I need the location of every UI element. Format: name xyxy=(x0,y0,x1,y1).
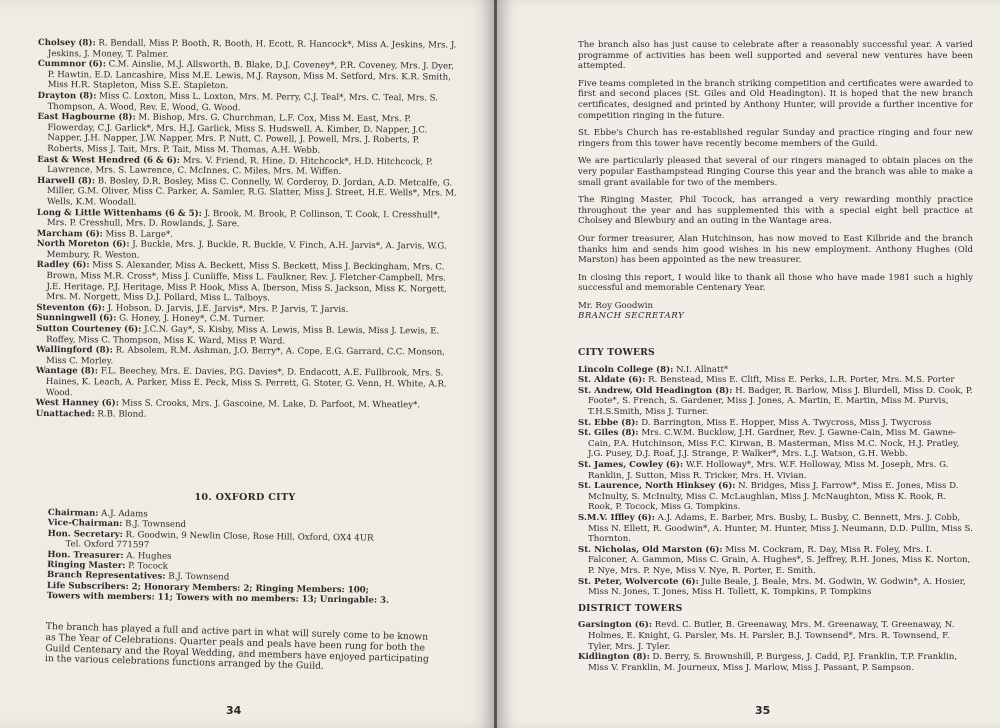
tower-members: Mrs. C.W.M. Bucklow, J.H. Gardner, Rev. J. Gawne-Cain, Miss M. Gawne-Cain, P.A. Hutchinson, Miss F.C. Kirwan, B. Masterman, Miss M.C. Nock, H.J. Pratley, J.G. Pusey, D.J. Roaf, J.J. Strange, P. Walker*, Mrs. L.J. Watson, G.H. Webb. xyxy=(588,428,960,460)
tower-name: Sutton Courteney (6): xyxy=(36,324,142,335)
tower-members: J.C.N. Gay*, S. Kisby, Miss A. Lewis, Miss B. Lewis, Miss J. Lewis, E. Roffey, Miss C. Thompson, Miss K. Ward, Miss P. Ward. xyxy=(46,324,440,347)
district-towers-list xyxy=(578,620,973,673)
tower-members: Julie Beale, J. Beale, Mrs. M. Godwin, W. Godwin*, A. Hosier, Miss N. Jones, T. Jones, Miss H. Tollett, K. Tompkins, P. Tompkins xyxy=(588,576,966,598)
tower-members: C.M. Ainslie, M.J. Allsworth, B. Blake, D.J. Coveney*, P.R. Coveney, Mrs. J. Dyer, P. Hawtin, E.D. Lancashire, Miss M.E. Lewis, M.J. Rayson, Miss M. Setford, Mrs. K.R. Smith, Miss H.R. Stapleton, Miss S.E. Stapleton. xyxy=(47,59,454,92)
district-towers-heading: DISTRICT TOWERS xyxy=(578,602,683,614)
tower-members: Miss B. Large*. xyxy=(105,229,174,240)
tower-members: N.I. Allnatt* xyxy=(676,364,729,375)
tower-members: Mrs. V. Friend, R. Hine, D. Hitchcock*, H.D. Hitchcock, P. Lawrence, Mrs. S. Lawrence, C. McInnes, C. Miles, Mrs. M. Wiffen. xyxy=(47,155,433,177)
officer-value: B.J. Townsend xyxy=(125,519,187,531)
tower-entry xyxy=(36,324,456,348)
tower-name: East & West Hendred (6 & 6): xyxy=(37,154,181,166)
officer-value: A.J. Adams xyxy=(101,508,148,520)
tower-name: Wallingford (8): xyxy=(36,345,113,356)
tower-members: G. Honey, J. Honey*, C.M. Turner. xyxy=(119,313,266,325)
intro-paragraph: The branch has played a full and active part in what will surely come to be known as The Year of Celebrations. Quarter peals and peals have been rung for both the Guild Centenary and the Royal Wedding, and members have enjoyed participating in the various celebrations functions arranged by the Guild. xyxy=(44,621,429,673)
tower-members: Miss S. Alexander, Miss A. Beckett, Miss S. Beckett, Miss J. Beckingham, Mrs. C. Brown, Miss M.R. Cross*, Miss J. Cunliffe, Miss L. Faulkner, Rev. J. Fletcher-Campbell, Mrs. J.E. Heritage, P.J. Heritage, Miss P. Hook, Miss A. Iberson, Miss S. Jackson, Miss K. Norgett, Mrs. M. Norgett, Miss D.J. Pollard, Miss L. Talboys. xyxy=(46,260,447,304)
tower-entry xyxy=(36,260,456,305)
stats-line-2: Towers with members: 11; Towers with no members: 13; Unringable: 3. xyxy=(46,591,390,607)
tower-members: Miss C. Loxton, Miss L. Loxton, Mrs. M. Perry, C.J. Teal*, Mrs. C. Teal, Mrs. S. Thompson, A. Wood, Rev. E. Wood, G. Wood. xyxy=(47,91,439,113)
tower-entry xyxy=(578,460,973,481)
tower-members: Miss M. Cockram, R. Day, Miss R. Foley, Mrs. I. Falconer, A. Gammon, Miss C. Grain, A. Hughes*, S. Jeffrey, R.H. Jones, Miss K. Norton, P. Nye, Mrs. P. Nye, Miss V. Nye, R. Porter, E. Smith. xyxy=(588,544,971,576)
tower-members: W.F. Holloway*, Mrs. W.F. Holloway, Miss M. Joseph, Mrs. G. Ranklin, J. Sutton, Miss R. Tricker, Mrs. H. Vivian. xyxy=(588,460,949,481)
tower-members: F.L. Beechey, Mrs. E. Davies, P.G. Davies*, D. Endacott, A.E. Fullbrook, Mrs. S. Haines, K. Leach, A. Parker, Miss E. Peck, Miss S. Perrett, G. Stoter, G. Venn, H. White, A.R. Wood. xyxy=(45,366,447,398)
tower-members: H. Badger, R. Barlow, Miss J. Blurdell, Miss D. Cook, P. Foote*, S. French, S. Gardener, Miss J. Jones, A. Martin, E. Martin, Miss M. Purvis, T.H.S.Smith, Miss J. Turner. xyxy=(588,385,973,418)
tower-entry xyxy=(578,620,973,652)
report-paragraph: Five teams completed in the branch striking competition and certificates were awarded to first and second places (St. Giles and Old Headington). It is hoped that the new branch certificates, designed and printed by Anthony Hunter, will provide a further incentive for competition ringing in the future. xyxy=(578,78,973,121)
tower-entry xyxy=(38,38,458,62)
tower-entry xyxy=(37,207,457,231)
section-title: 10. OXFORD CITY xyxy=(194,492,296,503)
tower-name: Kidlington (8): xyxy=(578,652,650,663)
tower-name: Garsington (6): xyxy=(578,620,653,631)
tower-name: St. Ebbe (8): xyxy=(578,417,639,428)
tower-entry xyxy=(37,155,457,179)
tower-entry xyxy=(578,577,973,598)
officer-role: Branch Representatives: xyxy=(46,570,166,583)
page-number-left: 34 xyxy=(226,704,242,717)
tower-name: East Hagbourne (8): xyxy=(37,112,136,123)
right-page xyxy=(497,0,1000,728)
report-paragraph: We are particularly pleased that several of our ringers managed to obtain places on the very popular Easthampstead Ringing Course this year and the branch was able to make a small grant available for two of the members. xyxy=(578,156,973,188)
tower-members: R. Benstead, Miss E. Clift, Miss E. Perks, L.R. Porter, Mrs. M.S. Porter xyxy=(648,375,955,386)
officer-value: P. Tocock xyxy=(128,561,168,572)
tower-entry xyxy=(578,428,973,460)
tower-name: Lincoln College (8): xyxy=(578,364,674,375)
officer-role: Hon. Treasurer: xyxy=(47,549,124,561)
tower-members: N. Bridges, Miss J. Farrow*, Miss E. Jones, Miss D. McInulty, S. McInulty, Miss C. McLaughlan, Miss J. McNaughton, Miss K. Rook, R. Rook, P. Tocock, Miss G. Tompkins. xyxy=(588,481,959,513)
tower-entry xyxy=(37,176,457,210)
tower-name: Cholsey (8): xyxy=(37,38,96,49)
tower-entry xyxy=(578,386,973,418)
report-paragraphs xyxy=(578,40,973,294)
tower-name: St. Peter, Wolvercote (6): xyxy=(578,576,699,587)
tower-entry xyxy=(578,481,973,513)
tower-members: B. Bosley, D.R. Bosley, Miss C. Connelly, W. Corderoy, D. Jordan, A.D. Metcalfe, G. Miller, G.M. Oliver, Miss C. Parker, A. Samler, R.G. Slatter, Miss J. Street, H.E. Wells*, Mrs. M. Wells, K.M. Woodall. xyxy=(46,176,457,208)
tower-members: J. Brook, M. Brook, P. Collinson, T. Cook, I. Cresshull*, Mrs. P. Cresshull, Mrs. D. Rowlands, J. Sare. xyxy=(46,208,441,230)
city-towers-list xyxy=(578,365,973,598)
tower-name: St. Andrew, Old Headington (8): xyxy=(578,385,733,396)
officer-value: R. Goodwin, 9 Newlin Close, Rose Hill, Oxford, OX4 4UR xyxy=(125,529,374,544)
tower-name: Unattached: xyxy=(35,408,95,420)
page-number-right: 35 xyxy=(755,704,771,717)
tower-entry xyxy=(36,366,456,400)
tower-members: J. Buckle, Mrs. J. Buckle, R. Buckle, V. Finch, A.H. Jarvis*, A. Jarvis, W.G. Membury, R. Weston. xyxy=(46,239,447,261)
tower-name: Long & Little Wittenhams (6 & 5): xyxy=(36,207,202,219)
tower-name: Wantage (8): xyxy=(35,366,99,377)
tower-members: R. Bendall, Miss P. Booth, R. Booth, H. Ecott, R. Hancock*, Miss A. Jeskins, Mrs. J. Jeskins, J. Money, T. Palmer. xyxy=(47,38,457,60)
officer-role: Vice-Chairman: xyxy=(47,518,123,530)
officer-role: Ringing Master: xyxy=(47,560,126,572)
stats-line-1: Life Subscribers: 2; Honorary Members: 2; Ringing Members: 100; xyxy=(46,580,369,596)
tower-entry xyxy=(578,375,973,386)
tower-name: Marcham (6): xyxy=(36,228,103,240)
tower-entry xyxy=(578,545,973,577)
tower-entry xyxy=(578,652,973,673)
signature-block xyxy=(578,301,973,322)
tower-name: Drayton (8): xyxy=(37,90,97,102)
signatory-name: Mr. Roy Goodwin xyxy=(578,300,654,311)
tower-entry xyxy=(578,513,973,545)
tower-name: St. James, Cowley (6): xyxy=(578,460,684,470)
report-paragraph: In closing this report, I would like to thank all those who have made 1981 such a highly successful and memorable Centenary Year. xyxy=(578,272,973,294)
tower-name: West Hanney (6): xyxy=(35,398,119,409)
left-page xyxy=(0,0,494,728)
tower-members: Miss S. Crooks, Mrs. J. Gascoine, M. Lake, D. Parfoot, M. Wheatley*. xyxy=(121,398,421,411)
officer-role: Chairman: xyxy=(47,508,99,519)
tower-entry xyxy=(578,418,973,429)
tower-name: St. Nicholas, Old Marston (6): xyxy=(578,544,723,555)
member-list-left xyxy=(36,38,458,422)
tower-entry xyxy=(578,365,973,376)
branch-officers xyxy=(47,508,438,607)
tower-entry xyxy=(38,91,458,115)
report-paragraph: The branch also has just cause to celebrate after a reasonably successful year. A varied programme of activities has been well supported and several new ventures have been attempted. xyxy=(578,40,973,72)
report-paragraph: Our former treasurer, Alan Hutchinson, has now moved to East Kilbride and the branch thanks him and sends him good wishes in his new employment. Anthony Hughes (Old Marston) has been appointed as the new treasurer. xyxy=(578,233,973,266)
signatory-role: BRANCH SECRETARY xyxy=(578,311,685,322)
tower-members: J. Hobson, D. Jarvis, J.E. Jarvis*, Mrs. P. Jarvis, T. Jarvis. xyxy=(107,303,349,315)
tower-members: R.B. Blond. xyxy=(97,409,147,420)
tower-name: Radley (6): xyxy=(36,260,90,271)
tower-members: A.J. Adams, E. Barber, Mrs. Busby, L. Busby, C. Bennett, Mrs. J. Cobb, Miss N. Ellett, R. Goodwin*, A. Hunter, M. Hunter, Miss J. Neumann, D.D. Pullin, Miss S. Thornton. xyxy=(588,512,973,545)
tower-entry xyxy=(37,112,457,157)
officer-value: B.J. Townsend xyxy=(168,572,230,583)
tower-members: D. Barrington, Miss E. Hopper, Miss A. Twycross, Miss J. Twycross xyxy=(641,417,932,428)
tower-name: Harwell (8): xyxy=(37,175,96,187)
officer-role: Hon. Secretary: xyxy=(47,528,123,540)
branch-report xyxy=(578,40,973,673)
officer-list xyxy=(47,508,438,586)
report-paragraph: The Ringing Master, Phil Tocock, has arranged a very rewarding monthly practice throughout the year and has supplemented this with a special eight bell practice at Cholsey and Blewbury and an outing in the Wantage area. xyxy=(578,195,973,227)
tower-entry xyxy=(38,59,458,93)
city-towers-heading: CITY TOWERS xyxy=(578,347,655,359)
tower-name: St. Giles (8): xyxy=(578,428,639,439)
tower-name: St. Laurence, North Hinksey (6): xyxy=(578,481,736,492)
tower-name: S.M.V. Iffley (6): xyxy=(578,512,655,523)
tower-members: D. Berry, S. Brownshill, P. Burgess, J. Cadd, P.J. Franklin, T.P. Franklin, Miss V. Franklin, M. Journeux, Miss J. Marlow, Miss J. Passant, P. Sampson. xyxy=(588,652,958,673)
tower-name: Cummnor (6): xyxy=(37,59,106,70)
tower-members: M. Bishop, Mrs. G. Churchman, L.F. Cox, Miss M. East, Mrs. P. Flowerday, C.J. Garlick*, Mrs. H.J. Garlick, Miss S. Hudswell, A. Kimber, D. Napper, J.C. Napper, J.H. Napper, J.W. Napper, Mrs. P. Nutt, C. Powell, J. Powell, Mrs. J. Roberts, P. Roberts, Miss J. Tait, Mrs. P. Tait, Miss M. Thomas, A.H. Webb. xyxy=(47,112,428,156)
tower-name: St. Aldate (6): xyxy=(578,375,646,386)
tower-name: North Moreton (6): xyxy=(36,239,130,250)
tower-members: R. Absolem, R.M. Ashman, J.O. Berry*, A. Cope, E.G. Garrard, C.C. Monson, Miss C. Morley. xyxy=(45,345,445,367)
tower-name: Sunningwell (6): xyxy=(36,313,117,324)
tower-name: Steventon (6): xyxy=(36,302,105,314)
officer-value: A. Hughes xyxy=(126,550,172,562)
report-paragraph: St. Ebbe's Church has re-established regular Sunday and practice ringing and four new ringers from this tower have recently become members of the Guild. xyxy=(578,128,973,149)
tower-members: Revd. C. Butler, B. Greenaway, Mrs. M. Greenaway, T. Greenaway, N. Holmes, E. Knight, G. Parsler, Ms. H. Parsler, B.J. Townsend*, Mrs. R. Townsend, F. Tyler, Mrs. J. Tyler. xyxy=(588,620,955,652)
officer-value: Tel. Oxford 771597 xyxy=(65,539,150,551)
